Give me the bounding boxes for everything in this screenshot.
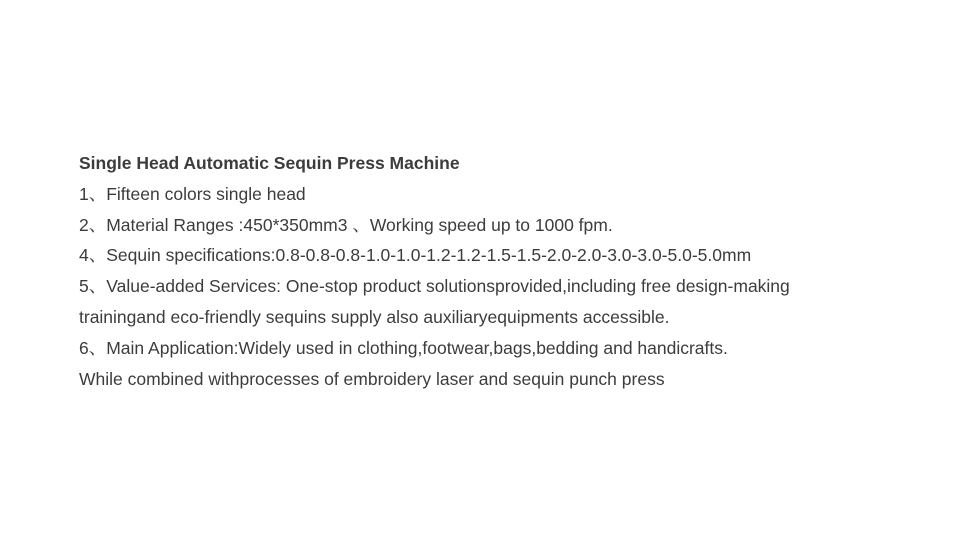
product-description: [79, 148, 939, 394]
spec-line-value-added-services: 5、Value-added Services: One-stop product solutionsprovided,including free design-making: [79, 276, 790, 297]
spec-line-main-application: 6、Main Application:Widely used in clothing,footwear,bags,bedding and handicrafts.: [79, 337, 728, 358]
spec-line-sequin-specifications: 4、Sequin specifications:0.8-0.8-0.8-1.0-1.0-1.2-1.2-1.5-1.5-2.0-2.0-3.0-3.0-5.0-5.0mm: [79, 245, 752, 266]
spec-line-combined-processes: While combined withprocesses of embroidery laser and sequin punch press: [79, 368, 665, 389]
spec-line-colors: 1、Fifteen colors single head: [79, 183, 306, 204]
spec-line-material-ranges: 2、Material Ranges :450*350mm3 、Working speed up to 1000 fpm.: [79, 214, 613, 235]
spec-line-value-added-services-continued: trainingand eco-friendly sequins supply also auxiliaryequipments accessible.: [79, 306, 670, 327]
product-title: Single Head Automatic Sequin Press Machine: [79, 153, 460, 173]
